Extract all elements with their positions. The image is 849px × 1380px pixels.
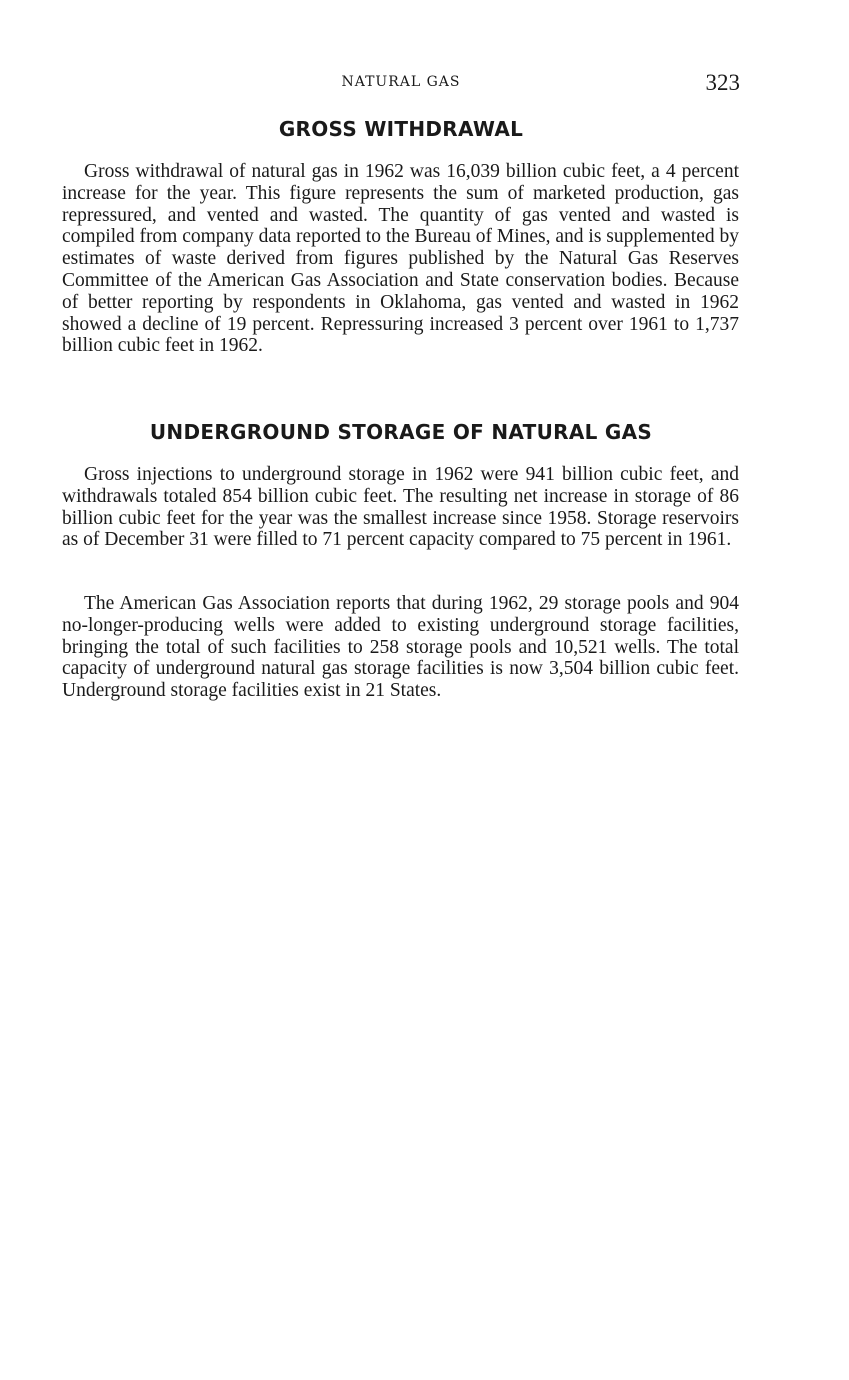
section-heading-underground-storage: UNDERGROUND STORAGE OF NATURAL GAS bbox=[149, 420, 653, 444]
running-title: NATURAL GAS bbox=[341, 74, 461, 90]
paragraph-gross-withdrawal: Gross withdrawal of natural gas in 1962 was 16,039 billion cubic feet, a 4 percent increase for the year. This figure represents the sum of marketed production, gas repressured, and vented and wasted. The quantity of gas vented and wasted is compiled from company data reported to the Bureau of Mines, and is supplemented by estimates of waste derived from figures published by the Natural Gas Reserves Committee of the American Gas Association and State conservation bodies. Because of better reporting by respondents in Oklahoma, gas vented and wasted in 1962 showed a decline of 19 percent. Repressuring increased 3 percent over 1961 to 1,737 billion cubic feet in 1962. bbox=[62, 161, 739, 357]
running-header bbox=[62, 70, 740, 96]
section-heading-gross-withdrawal: GROSS WITHDRAWAL bbox=[278, 117, 524, 141]
page-number: 323 bbox=[705, 70, 740, 95]
paragraph-storage-injections: Gross injections to underground storage in 1962 were 941 billion cubic feet, and withdrawals totaled 854 billion cubic feet. The resulting net increase in storage of 86 billion cubic feet for the year was the smallest increase since 1958. Storage reservoirs as of December 31 were filled to 71 percent capacity compared to 75 percent in 1961. bbox=[62, 464, 739, 551]
paragraph-storage-facilities: The American Gas Association reports that during 1962, 29 storage pools and 904 no-longer-producing wells were added to existing underground storage facilities, bringing the total of such facilities to 258 storage pools and 10,521 wells. The total capacity of underground natural gas storage facilities is now 3,504 billion cubic feet. Underground storage facilities exist in 21 States. bbox=[62, 593, 739, 702]
